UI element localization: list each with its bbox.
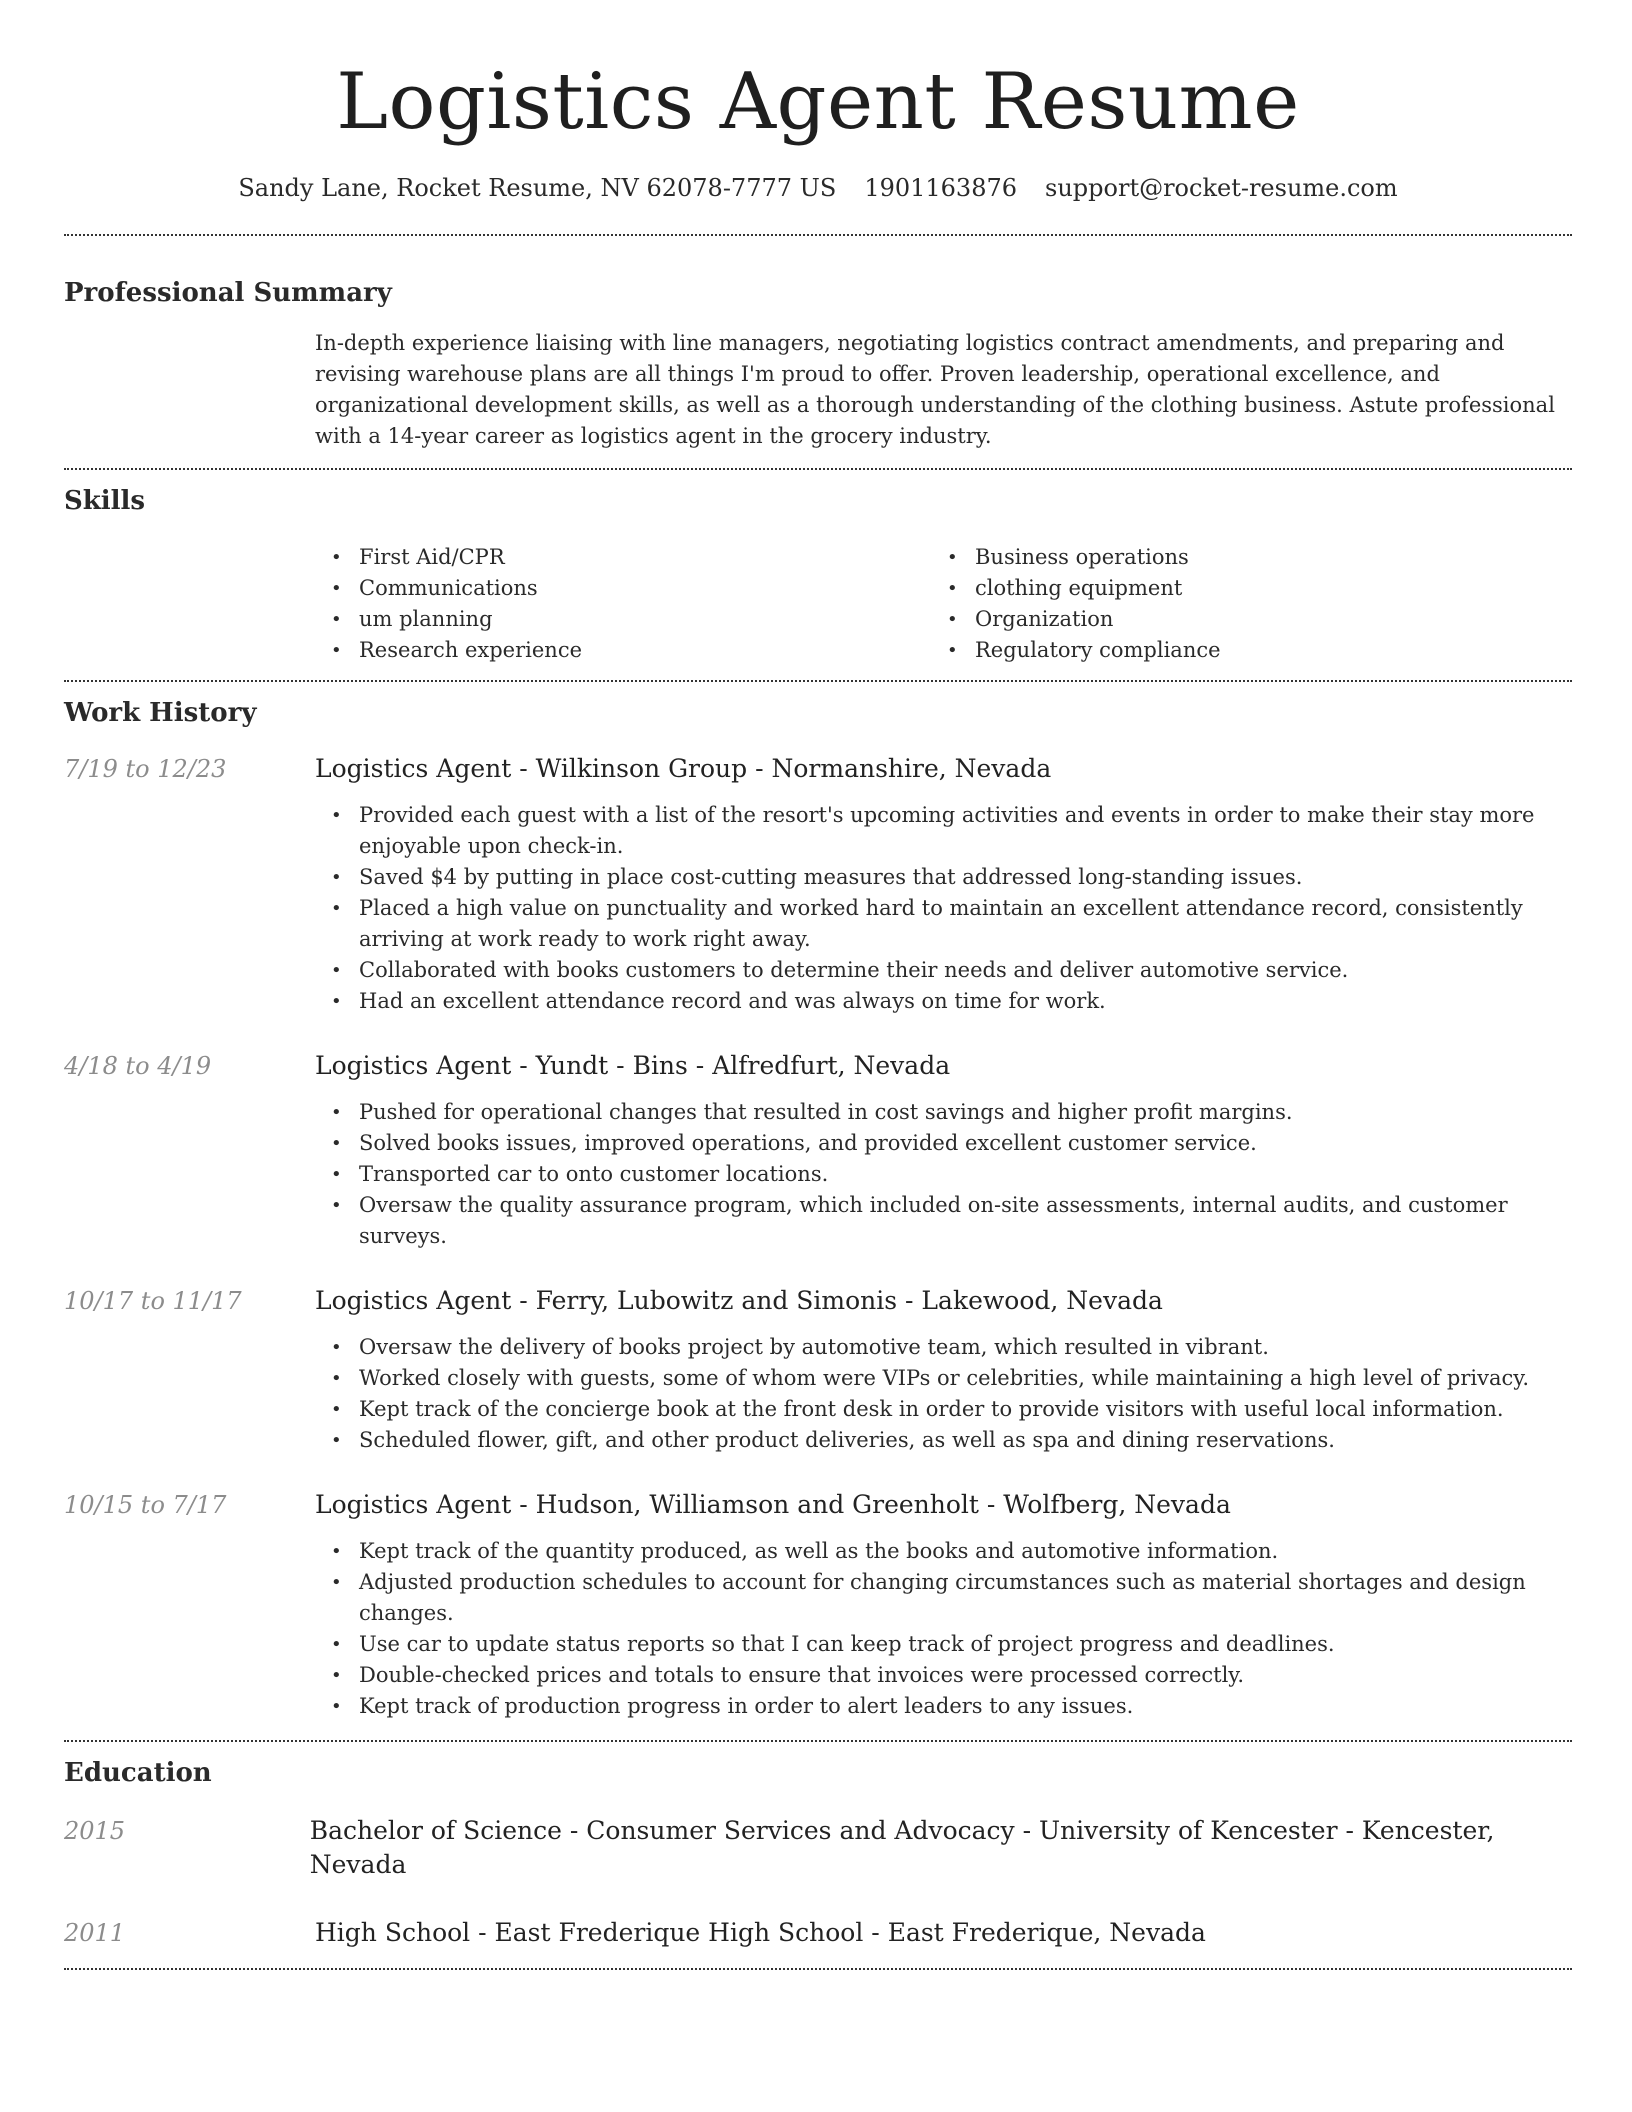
education-date: 2015 xyxy=(64,1817,126,1845)
job-body xyxy=(315,1049,1572,1252)
job-bullet: • Worked closely with guests, some of whom were VIPs or celebrities, while maintaining a high level of privacy. xyxy=(315,1363,1572,1394)
skill-item: • clothing equipment xyxy=(931,573,1547,604)
summary-text: In-depth experience liaising with line managers, negotiating logistics contract amendments, and preparing and revising warehouse plans are all things I'm proud to offer. Proven leadership, operational excellence, and organizational development skills, as well as a thorough understanding of the clothing business. Astute professional with a 14-year career as logistics agent in the grocery industry. xyxy=(315,331,1555,448)
contact-phone: 1901163876 xyxy=(864,174,1018,202)
resume-page xyxy=(64,0,1572,1970)
section-divider xyxy=(64,680,1572,682)
skills-column-right xyxy=(931,542,1547,666)
section-divider xyxy=(64,1740,1572,1742)
job-bullet: • Use car to update status reports so that I can keep track of project progress and deadlines. xyxy=(315,1629,1572,1660)
job-bullet: • Transported car to onto customer locations. xyxy=(315,1159,1572,1190)
job-bullet: • Had an excellent attendance record and was always on time for work. xyxy=(315,986,1572,1017)
skill-item: • Organization xyxy=(931,604,1547,635)
job-heading: Logistics Agent - Yundt - Bins - Alfredfurt, Nevada xyxy=(315,1051,951,1080)
job-date: 7/19 to 12/23 xyxy=(64,755,227,783)
section-divider xyxy=(64,234,1572,236)
skills-section-title: Skills xyxy=(64,486,146,516)
job-bullets xyxy=(315,1097,1572,1252)
section-divider xyxy=(64,1968,1572,1970)
job-bullet: • Scheduled flower, gift, and other product deliveries, as well as spa and dining reservations. xyxy=(315,1425,1572,1456)
job-heading: Logistics Agent - Hudson, Williamson and Greenholt - Wolfberg, Nevada xyxy=(315,1490,1231,1519)
job-date: 4/18 to 4/19 xyxy=(64,1052,212,1080)
skill-item: • Research experience xyxy=(315,635,931,666)
job-bullets xyxy=(315,1536,1572,1722)
job-bullet: • Solved books issues, improved operations, and provided excellent customer service. xyxy=(315,1128,1572,1159)
job-bullet: • Adjusted production schedules to account for changing circumstances such as material shortages and design changes. xyxy=(315,1567,1572,1629)
skill-item: • Regulatory compliance xyxy=(931,635,1547,666)
job-entry xyxy=(64,1488,1572,1740)
section-divider xyxy=(64,468,1572,470)
education-entry xyxy=(64,1916,1572,1968)
job-date: 10/17 to 11/17 xyxy=(64,1287,242,1315)
job-bullets xyxy=(315,800,1572,1017)
job-body xyxy=(315,1284,1572,1456)
job-bullet: • Provided each guest with a list of the resort's upcoming activities and events in order to make their stay more enjoyable upon check-in. xyxy=(315,800,1572,862)
education-heading: Bachelor of Science - Consumer Services and Advocacy - University of Kencester - Kencester, Nevada xyxy=(309,1816,1495,1879)
education-heading: High School - East Frederique High School - East Frederique, Nevada xyxy=(315,1918,1206,1947)
job-entry xyxy=(64,1284,1572,1456)
skill-item: • um planning xyxy=(315,604,931,635)
contact-address: Sandy Lane, Rocket Resume, NV 62078-7777 US xyxy=(238,174,837,202)
job-bullet: • Oversaw the quality assurance program, which included on-site assessments, internal audits, and customer surveys. xyxy=(315,1190,1572,1252)
resume-title: Logistics Agent Resume xyxy=(336,57,1300,147)
contact-line xyxy=(64,172,1572,204)
education-entry xyxy=(64,1814,1572,1882)
job-body xyxy=(315,1488,1572,1722)
job-bullet: • Double-checked prices and totals to ensure that invoices were processed correctly. xyxy=(315,1660,1572,1691)
job-bullet: • Kept track of production progress in order to alert leaders to any issues. xyxy=(315,1691,1572,1722)
skill-item: • Communications xyxy=(315,573,931,604)
job-bullet: • Pushed for operational changes that resulted in cost savings and higher profit margins. xyxy=(315,1097,1572,1128)
job-entry xyxy=(64,752,1572,1017)
job-date: 10/15 to 7/17 xyxy=(64,1491,227,1519)
skills-list xyxy=(315,542,1572,680)
skills-column-left xyxy=(315,542,931,666)
job-heading: Logistics Agent - Ferry, Lubowitz and Simonis - Lakewood, Nevada xyxy=(315,1286,1163,1315)
job-bullet: • Kept track of the concierge book at the front desk in order to provide visitors with useful local information. xyxy=(315,1394,1572,1425)
summary-section-title: Professional Summary xyxy=(64,278,392,308)
skill-item: • Business operations xyxy=(931,542,1547,573)
job-bullet: • Kept track of the quantity produced, as well as the books and automotive information. xyxy=(315,1536,1572,1567)
job-bullet: • Saved $4 by putting in place cost-cutting measures that addressed long-standing issues. xyxy=(315,862,1572,893)
education-section-title: Education xyxy=(64,1758,212,1788)
job-body xyxy=(315,752,1572,1017)
skill-item: • First Aid/CPR xyxy=(315,542,931,573)
work-section-title: Work History xyxy=(64,698,257,728)
job-bullet: • Oversaw the delivery of books project by automotive team, which resulted in vibrant. xyxy=(315,1332,1572,1363)
job-bullet: • Collaborated with books customers to determine their needs and deliver automotive service. xyxy=(315,955,1572,986)
job-bullets xyxy=(315,1332,1572,1456)
education-date: 2011 xyxy=(64,1919,126,1947)
job-bullet: • Placed a high value on punctuality and worked hard to maintain an excellent attendance record, consistently arriving at work ready to work right away. xyxy=(315,893,1572,955)
contact-email: support@rocket-resume.com xyxy=(1045,174,1398,202)
job-heading: Logistics Agent - Wilkinson Group - Normanshire, Nevada xyxy=(315,754,1052,783)
job-entry xyxy=(64,1049,1572,1252)
